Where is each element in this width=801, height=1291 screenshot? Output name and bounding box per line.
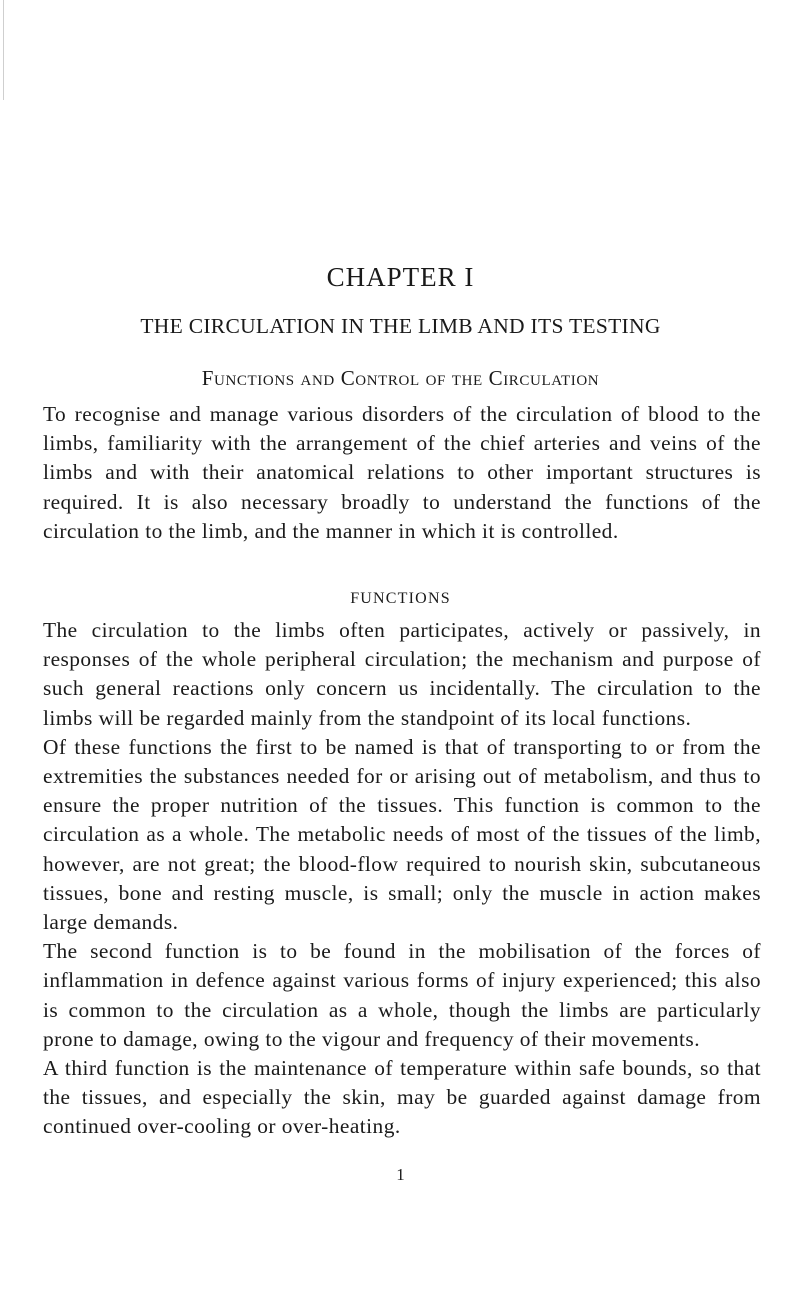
functions-paragraph-4: A third function is the maintenance of temperature within safe bounds, so that the tissues, and especially the skin, may be guarded against damage from continued over-cooling or over-heating. [43, 1056, 761, 1139]
chapter-title: THE CIRCULATION IN THE LIMB AND ITS TESTING [140, 314, 661, 338]
functions-paragraph-2: Of these functions the first to be named is that of transporting to or from the extremities the substances needed for or arising out of metabolism, and thus to ensure the proper nutrition of the tissues. This function is common to the circulation as a whole. The metabolic needs of most of the tissues of the limb, however, are not great; the blood-flow required to nourish skin, subcutaneous tissues, bone and resting muscle, is small; only the muscle in action makes large demands. [43, 734, 761, 935]
functions-text [43, 616, 761, 1142]
functions-paragraph-1: The circulation to the limbs often participates, actively or passively, in responses of the whole peripheral circulation; the mechanism and purpose of such general reactions only concern us incidentally. The circulation to the limbs will be regarded mainly from the standpoint of its local functions. [43, 618, 761, 730]
intro-paragraph: To recognise and manage various disorders of the circulation of blood to the limbs, familiarity with the arrangement of the chief arteries and veins of the limbs and with their anatomical relations to other important structures is required. It is also necessary broadly to understand the functions of the circulation to the limb, and the manner in which it is controlled. [43, 402, 761, 543]
page-edge-line [3, 0, 4, 100]
page-number: 1 [396, 1165, 405, 1184]
functions-paragraph-3: The second function is to be found in the mobilisation of the forces of inflammation in defence against various forms of injury experienced; this also is common to the circulation as a whole, though the limbs are particularly prone to damage, owing to the vigour and frequency of their movements. [43, 939, 761, 1051]
chapter-label: CHAPTER I [326, 262, 475, 292]
functions-subheading: FUNCTIONS [350, 590, 451, 607]
section-heading: Functions and Control of the Circulation [201, 366, 600, 390]
intro-text [43, 400, 761, 546]
